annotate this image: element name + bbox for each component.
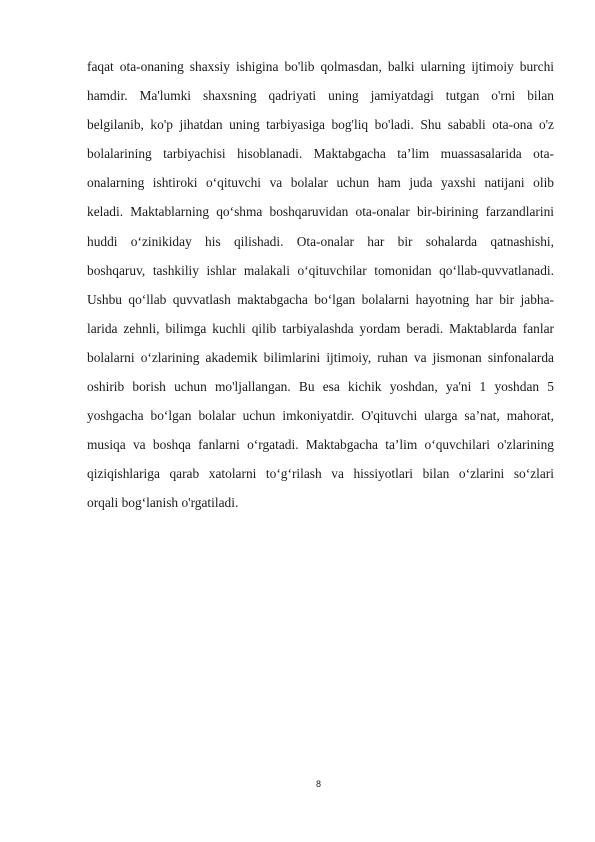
text-line: onalarning ishtiroki o‘qituvchi va bolalar uchun ham juda yaxshi natijani olib bbox=[87, 175, 554, 191]
text-line: Ushbu qo‘llab quvvatlash maktabgacha bo‘lgan bolalarni hayotning har bir jabha- bbox=[87, 291, 554, 307]
text-line: hamdir. Ma'lumki shaxsning qadriyati uning jamiyatdagi tutgan o'rni bilan bbox=[87, 88, 554, 104]
text-line: orqali bog‘lanish o'rgatiladi. bbox=[87, 495, 239, 511]
text-line: musiqa va boshqa fanlarni o‘rgatadi. Maktabgacha ta’lim o‘quvchilari o'zlarining bbox=[87, 437, 554, 453]
page-number: 8 bbox=[315, 779, 321, 789]
text-line: yoshgacha bo‘lgan bolalar uchun imkoniyatdir. O'qituvchi ularga sa’nat, mahorat, bbox=[87, 408, 554, 424]
text-line: boshqaruv, tashkiliy ishlar malakali o‘qituvchilar tomonidan qo‘llab-quvvatlanadi. bbox=[87, 262, 554, 278]
text-line: bolalarni o‘zlarining akademik bilimlarini ijtimoiy, ruhan va jismonan sinfonalarda bbox=[87, 349, 554, 365]
text-line: larida zehnli, bilimga kuchli qilib tarbiyalashda yordam beradi. Maktablarda fanlar bbox=[87, 320, 554, 336]
text-line: bolalarining tarbiyachisi hisoblanadi. Maktabgacha ta’lim muassasalarida ota- bbox=[87, 146, 554, 162]
text-line: keladi. Maktablarning qo‘shma boshqaruvidan ota-onalar bir-birining farzandlarini bbox=[87, 204, 554, 220]
document-body bbox=[87, 52, 554, 518]
text-line: huddi o‘zinikiday his qilishadi. Ota-onalar har bir sohalarda qatnashishi, bbox=[87, 233, 554, 249]
text-line: belgilanib, ko'p jihatdan uning tarbiyasiga bog'liq bo'ladi. Shu sababli ota-ona o'z bbox=[87, 117, 554, 133]
text-line: qiziqishlariga qarab xatolarni to‘g‘rilash va hissiyotlari bilan o‘zlarini so‘zlari bbox=[87, 466, 554, 482]
text-line: oshirib borish uchun mo'ljallangan. Bu esa kichik yoshdan, ya'ni 1 yoshdan 5 bbox=[87, 379, 554, 395]
text-line: faqat ota-onaning shaxsiy ishigina bo'lib qolmasdan, balki ularning ijtimoiy burchi bbox=[87, 59, 554, 74]
